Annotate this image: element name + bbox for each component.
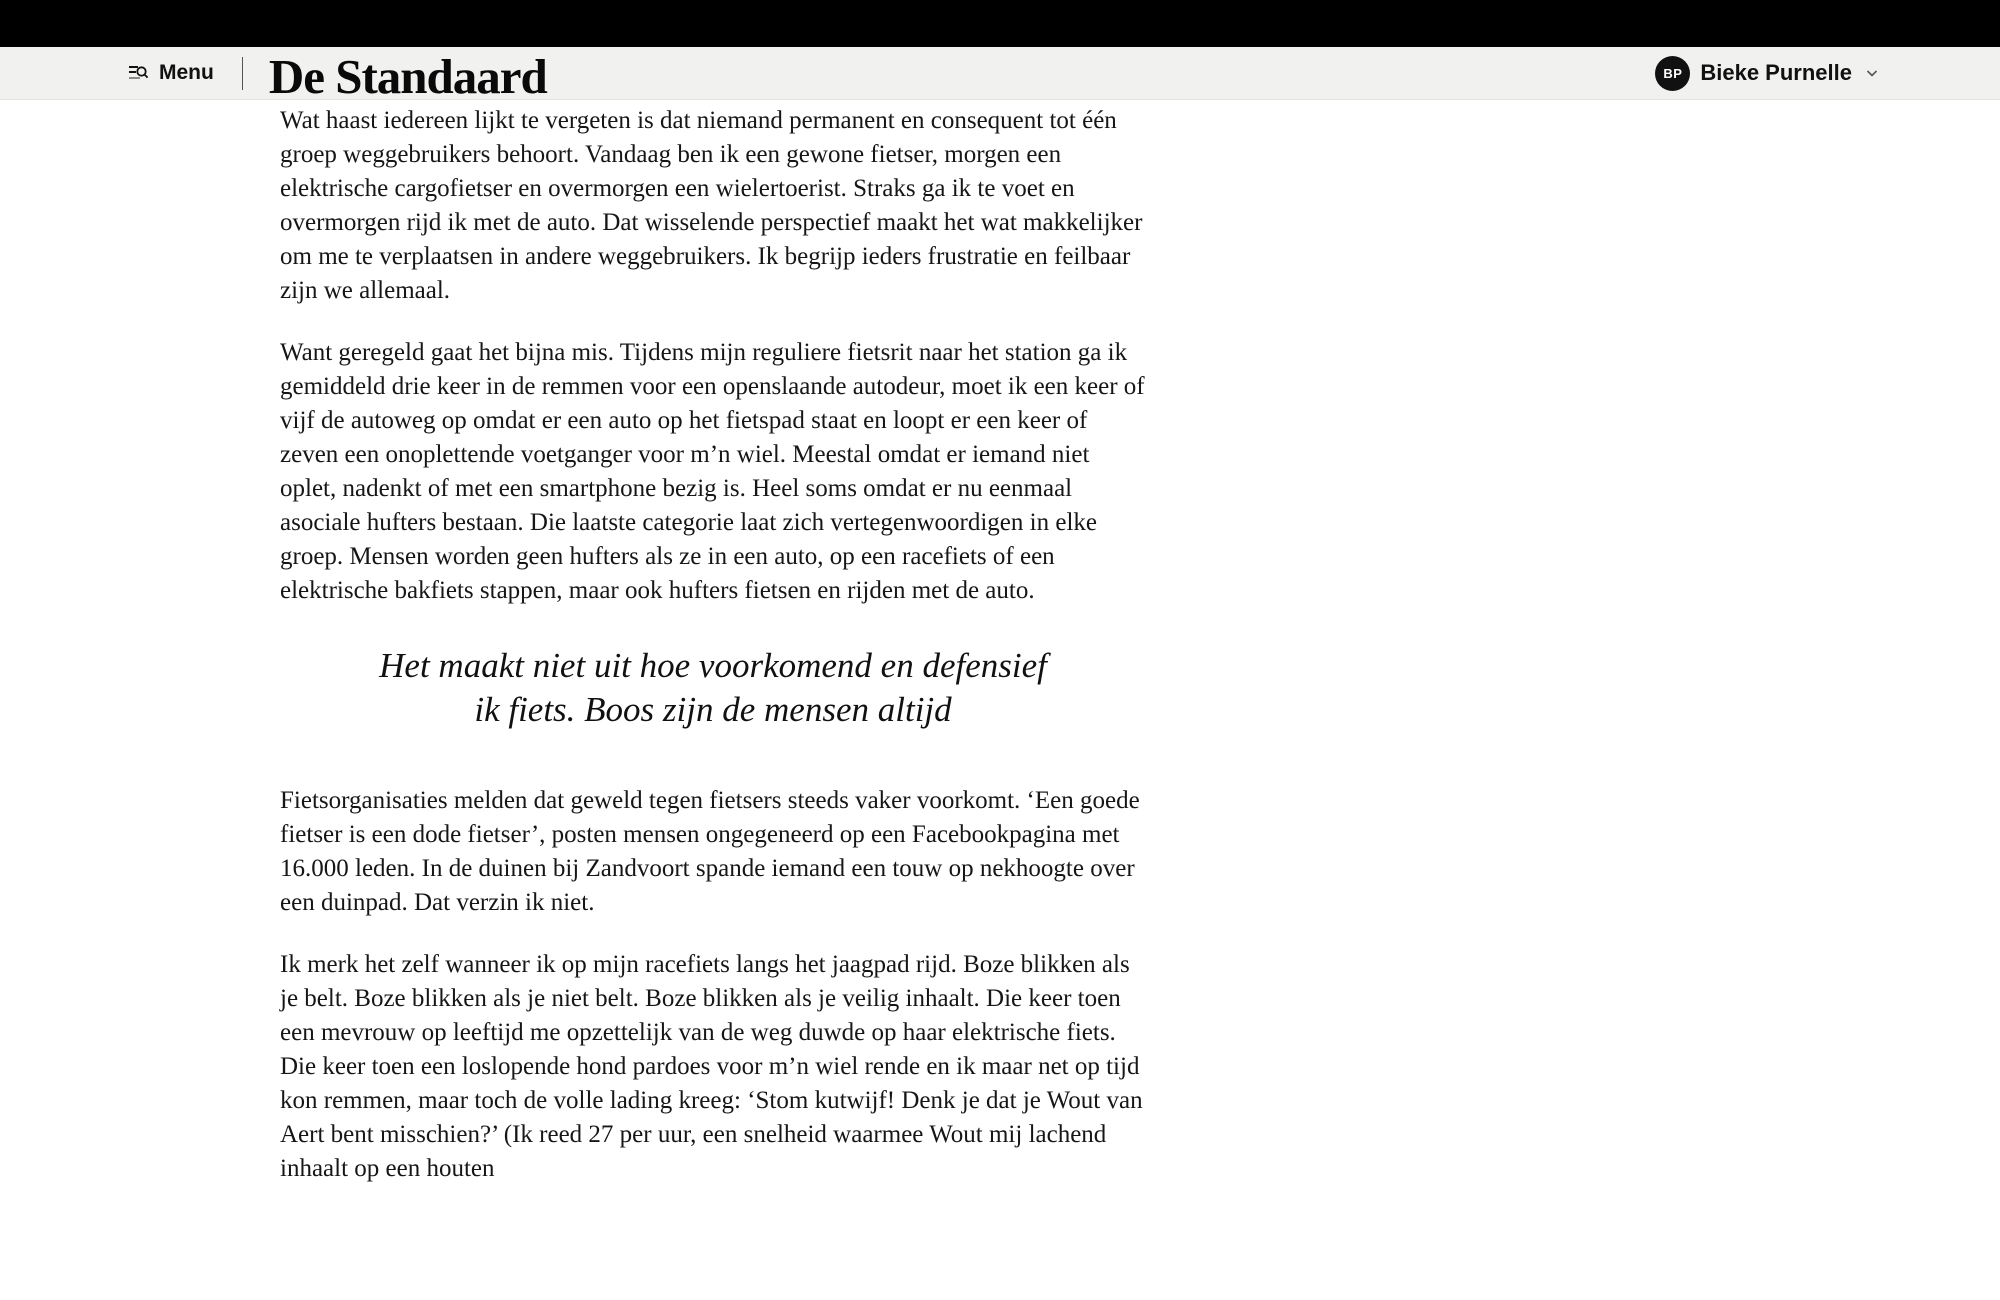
user-name: Bieke Purnelle: [1700, 60, 1852, 85]
avatar: BP: [1655, 56, 1690, 91]
search-menu-icon: [128, 63, 150, 83]
menu-button-label: Menu: [159, 61, 214, 84]
site-header: [0, 47, 2000, 104]
article-paragraph: Ik merk het zelf wanneer ik op mijn racefiets langs het jaagpad rijd. Boze blikken als je belt. Boze blikken als je niet belt. Boze blikken als je veilig inhaalt. Die keer toen een mevrouw op leeftijd me opzettelijk van de weg duwde op haar elektrische fiets. Die keer toen een loslopende hond pardoes voor m’n wiel rende en ik maar net op tijd kon remmen, maar toch de volle lading kreeg: ‘Stom kutwijf! Denk je dat je Wout van Aert bent misschien?’ (Ik reed 27 per uur, een snelheid waarmee Wout mij lachend inhaalt op een houten: [280, 951, 1143, 1182]
article-body: [280, 100, 1146, 1186]
user-menu[interactable]: [1655, 56, 1880, 91]
chevron-down-icon: [1862, 65, 1880, 81]
pull-quote: Het maakt niet uit hoe voorkomend en defensief ik fiets. Boos zijn de mensen altijd: [379, 646, 1047, 729]
article-paragraph: Fietsorganisaties melden dat geweld tegen fietsers steeds vaker voorkomt. ‘Een goede fietser is een dode fietser’, posten mensen ongegeneerd op een Facebookpagina met 16.000 leden. In de duinen bij Zandvoort spande iemand een touw op nekhoogte over een duinpad. Dat verzin ik niet.: [280, 787, 1140, 916]
header-divider: [242, 57, 243, 90]
article-paragraph: Want geregeld gaat het bijna mis. Tijdens mijn reguliere fietsrit naar het station ga ik gemiddeld drie keer in de remmen voor een openslaande autodeur, moet ik een keer of vijf de autoweg op omdat er een auto op het fietspad staat en loopt er een keer of zeven een onoplettende voetganger voor m’n wiel. Meestal omdat er iemand niet oplet, nadenkt of met een smartphone bezig is. Heel soms omdat er nu eenmaal asociale hufters bestaan. Die laatste categorie laat zich vertegenwoordigen in elke groep. Mensen worden geen hufters als ze in een auto, op een racefiets of een elektrische bakfiets stappen, maar ook hufters fietsen en rijden met de auto.: [280, 339, 1145, 604]
header-left-group: [128, 47, 547, 104]
menu-button[interactable]: [128, 61, 214, 85]
brand-logo[interactable]: De Standaard: [268, 48, 547, 104]
article-paragraph: Wat haast iedereen lijkt te vergeten is dat niemand permanent en consequent tot één groep weggebruikers behoort. Vandaag ben ik een gewone fietser, morgen een elektrische cargofietser en overmorgen een wielertoerist. Straks ga ik te voet en overmorgen rijd ik met de auto. Dat wisselende perspectief maakt het wat makkelijker om me te verplaatsen in andere weggebruikers. Ik begrijp ieders frustratie en feilbaar zijn we allemaal.: [280, 107, 1143, 304]
top-black-bar: [0, 0, 2000, 47]
